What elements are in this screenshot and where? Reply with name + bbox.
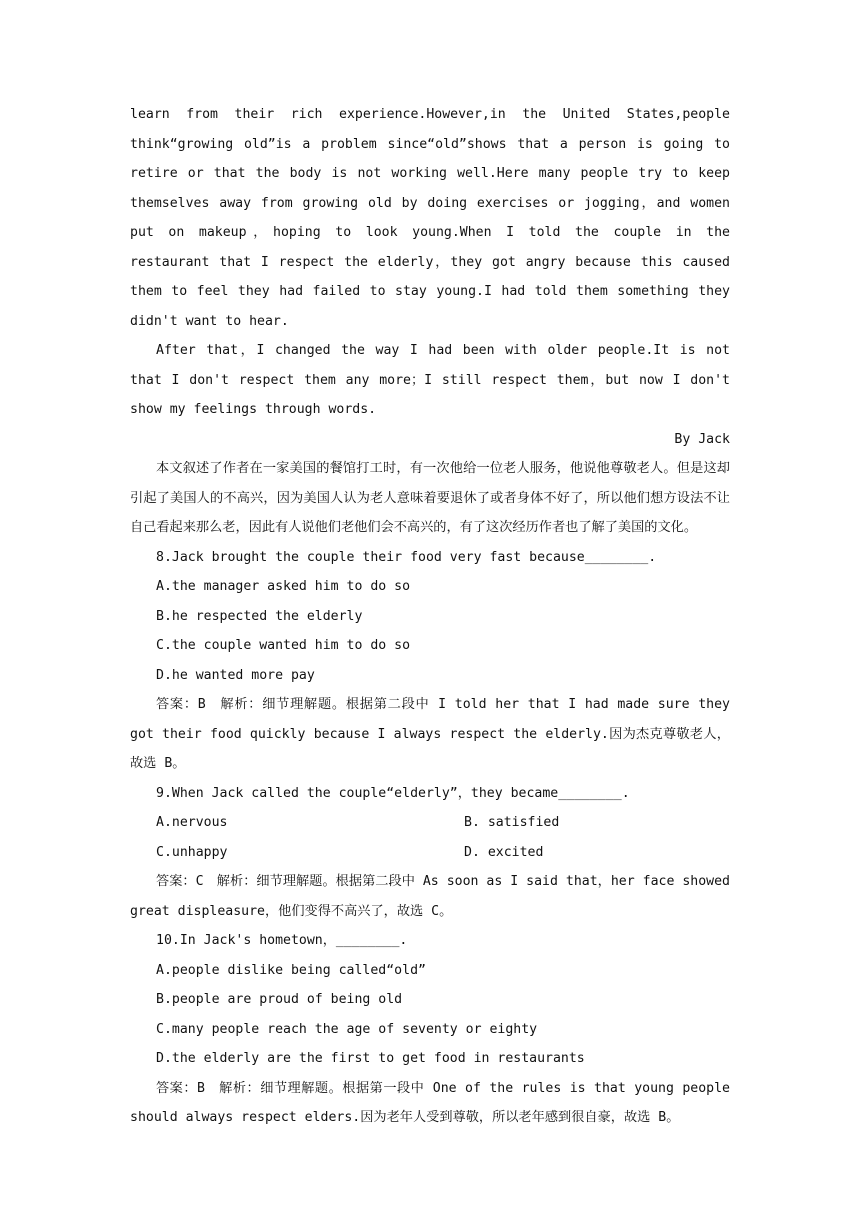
passage-paragraph-1: learn from their rich experience.However,in the United States,people think“growing old”is a problem since“old”shows that a person is going to retire or that the body is not working well.Here many people try to keep themselves away from growing old by doing exercises or jogging，and women put on makeup，hoping to look young.When I told the couple in the restaurant that I respect the elderly，they got angry because this caused them to feel they had failed to stay young.I had told them something they didn't want to hear. <box>130 107 730 329</box>
question-8-stem: 8.Jack brought the couple their food very fast because________. <box>156 549 657 565</box>
question-9-option-b: B. satisfied <box>464 815 560 830</box>
question-10-option-d: D.the elderly are the first to get food in restaurants <box>156 1051 585 1066</box>
question-9-option-c: C.unhappy <box>156 844 228 860</box>
question-9-answer: 答案：C 解析：细节理解题。根据第二段中 As soon as I said that，her face showed great displeasure，他们变得不高兴了，故选 C。 <box>130 874 730 919</box>
question-9-options-row-2 <box>130 838 730 868</box>
question-10-answer: 答案：B 解析：细节理解题。根据第一段中 One of the rules is that young people should always respect elders.因为老年人受到尊敬，所以老年感到很自豪，故选 B。 <box>130 1080 730 1125</box>
passage-paragraph-2: After that，I changed the way I had been with older people.It is not that I don't respect them any more；I still respect them，but now I don't show my feelings through words. <box>130 343 730 417</box>
question-10-option-b: B.people are proud of being old <box>156 992 403 1007</box>
question-10-option-c: C.many people reach the age of seventy or eighty <box>156 1021 538 1037</box>
question-10-stem: 10.In Jack's hometown，________. <box>156 933 408 948</box>
question-9-option-d: D. excited <box>464 844 544 860</box>
question-10-option-a: A.people dislike being called“old” <box>156 962 426 978</box>
question-8-answer: 答案：B 解析：细节理解题。根据第二段中 I told her that I had made sure they got their food quickly because I always respect the elderly.因为杰克尊敬老人，故选 B。 <box>130 697 730 771</box>
question-8-option-a: A.the manager asked him to do so <box>156 579 411 594</box>
document-page <box>130 100 730 1133</box>
question-8-option-d: D.he wanted more pay <box>156 667 315 683</box>
question-8-option-c: C.the couple wanted him to do so <box>156 638 411 653</box>
chinese-summary: 本文叙述了作者在一家美国的餐馆打工时，有一次他给一位老人服务，他说他尊敬老人。但是这却引起了美国人的不高兴，因为美国人认为老人意味着要退休了或者身体不好了，所以他们想方设法不让自己看起来那么老，因此有人说他们老他们会不高兴的，有了这次经历作者也了解了美国的文化。 <box>130 461 730 535</box>
author-signature: By Jack <box>674 431 730 447</box>
question-9-stem: 9.When Jack called the couple“elderly”，they became________. <box>156 785 630 801</box>
question-9-option-a: A.nervous <box>156 815 228 830</box>
question-8-option-b: B.he respected the elderly <box>156 608 363 624</box>
question-9-options-row-1 <box>130 808 730 838</box>
